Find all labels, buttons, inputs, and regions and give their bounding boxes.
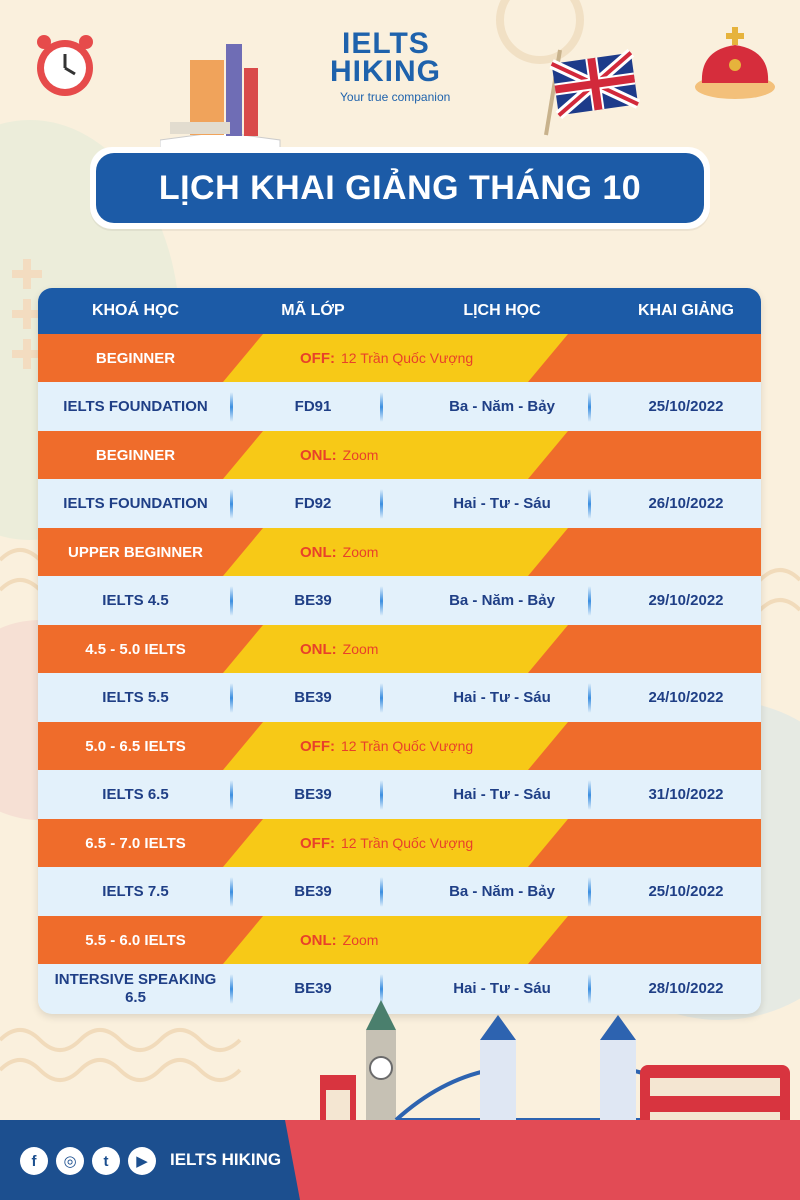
level-row bbox=[38, 625, 761, 673]
table-header bbox=[38, 288, 761, 334]
level-row bbox=[38, 334, 761, 382]
column-divider bbox=[380, 489, 383, 519]
class-mode: ONL: bbox=[300, 640, 337, 658]
books-illustration bbox=[160, 40, 290, 150]
column-divider bbox=[380, 683, 383, 713]
table-row bbox=[38, 770, 761, 819]
class-location bbox=[300, 528, 378, 576]
crown-icon bbox=[690, 25, 780, 105]
level-row bbox=[38, 431, 761, 479]
location-text: Zoom bbox=[342, 641, 379, 657]
class-location bbox=[300, 334, 473, 382]
schedule-days: Ba - Năm - Bảy bbox=[449, 592, 555, 609]
twitter-icon[interactable]: t bbox=[92, 1147, 120, 1175]
logo-line-2: HIKING bbox=[330, 55, 441, 88]
level-row-stripe bbox=[223, 916, 568, 964]
class-code: BE39 bbox=[294, 592, 332, 609]
course-name: IELTS 7.5 bbox=[102, 882, 169, 900]
column-divider bbox=[230, 489, 233, 519]
class-location bbox=[300, 431, 378, 479]
level-name: 5.0 - 6.5 IELTS bbox=[85, 737, 186, 755]
schedule-days: Ba - Năm - Bảy bbox=[449, 398, 555, 415]
level-name: 5.5 - 6.0 IELTS bbox=[85, 931, 186, 949]
class-code: BE39 bbox=[294, 689, 332, 706]
level-row bbox=[38, 722, 761, 770]
class-location bbox=[300, 722, 473, 770]
level-name: 4.5 - 5.0 IELTS bbox=[85, 640, 186, 658]
class-mode: ONL: bbox=[300, 931, 337, 949]
schedule-days: Hai - Tư - Sáu bbox=[453, 689, 551, 706]
course-name: IELTS FOUNDATION bbox=[63, 494, 208, 512]
column-divider bbox=[230, 392, 233, 422]
column-divider bbox=[230, 586, 233, 616]
location-text: 12 Trần Quốc Vượng bbox=[341, 350, 474, 366]
class-location bbox=[300, 916, 378, 964]
level-name: 6.5 - 7.0 IELTS bbox=[85, 834, 186, 852]
start-date: 29/10/2022 bbox=[648, 592, 724, 609]
level-name: UPPER BEGINNER bbox=[67, 543, 204, 561]
logo-line-1: IELTS bbox=[342, 27, 430, 60]
level-row-stripe bbox=[223, 625, 568, 673]
instagram-icon[interactable]: ◎ bbox=[56, 1147, 84, 1175]
course-name: IELTS FOUNDATION bbox=[63, 397, 208, 415]
schedule-table bbox=[38, 288, 761, 1014]
course-name: INTERSIVE SPEAKING 6.5 bbox=[54, 970, 217, 1006]
class-mode: OFF: bbox=[300, 834, 335, 852]
level-name: BEGINNER bbox=[95, 446, 176, 464]
logo-tagline: Your true companion bbox=[340, 90, 451, 104]
header-start-date: KHAI GIẢNG bbox=[638, 302, 734, 319]
location-text: Zoom bbox=[342, 932, 379, 948]
class-location bbox=[300, 625, 378, 673]
start-date: 28/10/2022 bbox=[648, 980, 724, 997]
column-divider bbox=[588, 780, 591, 810]
table-row bbox=[38, 576, 761, 625]
class-code: BE39 bbox=[294, 883, 332, 900]
class-code: FD92 bbox=[294, 495, 332, 512]
column-divider bbox=[588, 392, 591, 422]
column-divider bbox=[588, 586, 591, 616]
uk-flag-icon bbox=[540, 40, 640, 140]
level-name: BEGINNER bbox=[95, 349, 176, 367]
location-text: Zoom bbox=[342, 447, 379, 463]
schedule-days: Hai - Tư - Sáu bbox=[453, 980, 551, 997]
column-divider bbox=[230, 877, 233, 907]
class-code: BE39 bbox=[294, 786, 332, 803]
start-date: 26/10/2022 bbox=[648, 495, 724, 512]
column-divider bbox=[588, 683, 591, 713]
table-row bbox=[38, 479, 761, 528]
class-code: FD91 bbox=[294, 398, 332, 415]
column-divider bbox=[380, 877, 383, 907]
footer-brand-name: IELTS HIKING bbox=[170, 1150, 282, 1169]
start-date: 24/10/2022 bbox=[648, 689, 724, 706]
location-text: Zoom bbox=[342, 544, 379, 560]
level-row bbox=[38, 819, 761, 867]
column-divider bbox=[380, 780, 383, 810]
column-divider bbox=[588, 877, 591, 907]
column-divider bbox=[380, 392, 383, 422]
level-row bbox=[38, 916, 761, 964]
table-row bbox=[38, 673, 761, 722]
header-class-code: MÃ LỚP bbox=[281, 302, 345, 319]
header-course: KHOÁ HỌC bbox=[91, 302, 180, 319]
class-code: BE39 bbox=[294, 980, 332, 997]
location-text: 12 Trần Quốc Vượng bbox=[341, 835, 474, 851]
class-mode: OFF: bbox=[300, 737, 335, 755]
youtube-icon[interactable]: ▶ bbox=[128, 1147, 156, 1175]
level-row bbox=[38, 528, 761, 576]
schedule-days: Ba - Năm - Bảy bbox=[449, 883, 555, 900]
schedule-days: Hai - Tư - Sáu bbox=[453, 786, 551, 803]
column-divider bbox=[380, 586, 383, 616]
column-divider bbox=[588, 489, 591, 519]
alarm-clock-icon bbox=[30, 30, 100, 100]
class-mode: ONL: bbox=[300, 543, 337, 561]
level-row-stripe bbox=[223, 528, 568, 576]
course-name: IELTS 5.5 bbox=[102, 688, 169, 706]
column-divider bbox=[230, 974, 233, 1004]
start-date: 31/10/2022 bbox=[648, 786, 724, 803]
course-name: IELTS 4.5 bbox=[102, 591, 169, 609]
header-schedule: LỊCH HỌC bbox=[463, 302, 541, 319]
table-row bbox=[38, 382, 761, 431]
class-mode: OFF: bbox=[300, 349, 335, 367]
table-row bbox=[38, 867, 761, 916]
course-name: IELTS 6.5 bbox=[102, 785, 169, 803]
start-date: 25/10/2022 bbox=[648, 883, 724, 900]
facebook-icon[interactable]: f bbox=[20, 1147, 48, 1175]
title-banner bbox=[90, 147, 710, 229]
start-date: 25/10/2022 bbox=[648, 398, 724, 415]
page-title: LỊCH KHAI GIẢNG THÁNG 10 bbox=[96, 153, 704, 223]
brand-logo bbox=[330, 27, 470, 104]
level-row-stripe bbox=[223, 431, 568, 479]
class-mode: ONL: bbox=[300, 446, 337, 464]
schedule-days: Hai - Tư - Sáu bbox=[453, 495, 551, 512]
column-divider bbox=[230, 683, 233, 713]
location-text: 12 Trần Quốc Vượng bbox=[341, 738, 474, 754]
column-divider bbox=[230, 780, 233, 810]
class-location bbox=[300, 819, 473, 867]
